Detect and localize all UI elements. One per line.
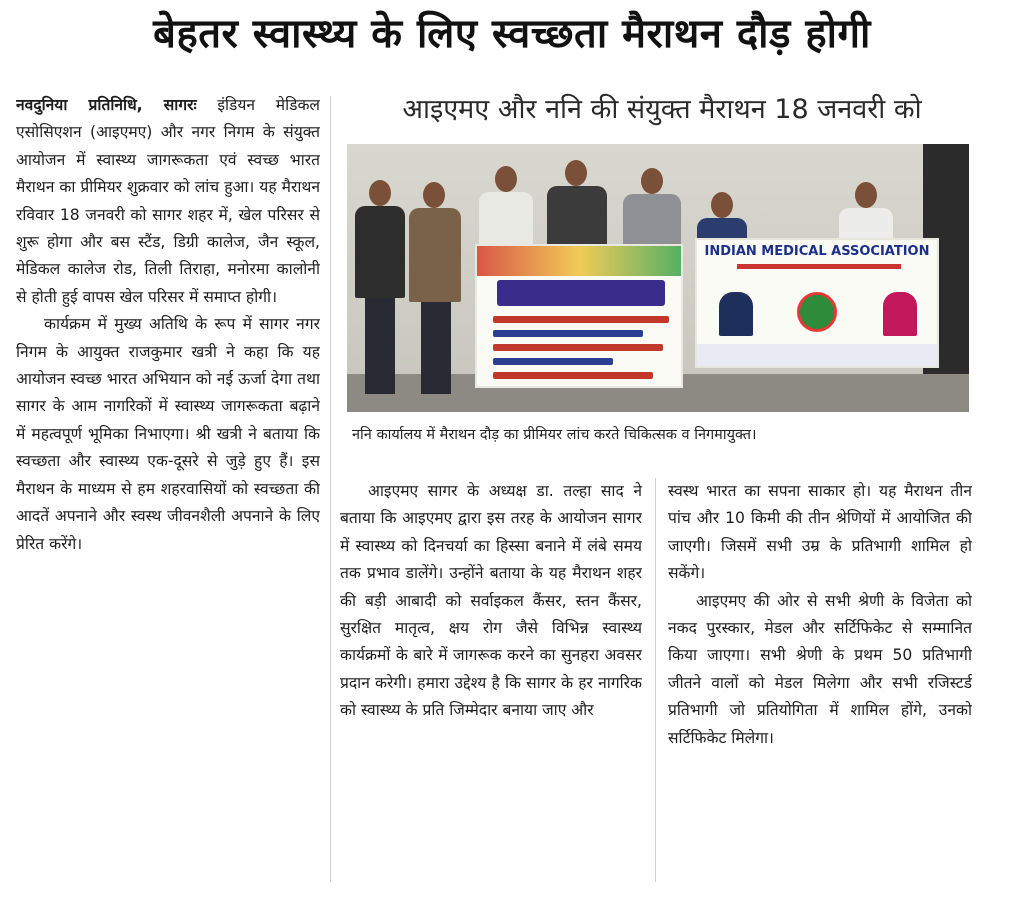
article-paragraph-2: कार्यक्रम में मुख्य अतिथि के रूप में सागर नगर निगम के आयुक्त राजकुमार खत्री ने कहा कि यह आयोजन स्वच्छ भारत अभियान को नई ऊर्जा देगा तथा सागर के आम नागरिकों में स्वास्थ्य जागरूकता बढ़ाने में महत्वपूर्ण भूमिका निभाएगा। श्री खत्री ने बताया कि स्वच्छता और स्वास्थ्य एक-दूसरे से जुड़े हुए हैं। इस मैराथन के माध्यम से हम शहरवासियों को स्वच्छता की आदतें अपनाने और स्वस्थ जीवनशैली अपनाने के लिए प्रेरित करेंगे। (16, 315, 320, 553)
ima-banner (695, 238, 939, 368)
article-paragraph-1 (16, 92, 320, 311)
article-paragraph-1-text: इंडियन मेडिकल एसोसिएशन (आइएमए) और नगर निगम के संयुक्त आयोजन में स्वास्थ्य जागरूकता एवं स्वच्छ भारत मैराथन का प्रीमियर शुक्रवार को लांच हुआ। यह मैराथन रविवार 18 जनवरी को सागर शहर में, खेल परिसर से शुरू होगा और बस स्टैंड, डिग्री कालेज, जैन स्कूल, मेडिकल कालेज रोड, तिली तिराहा, मनोरमा कालोनी से होती हुई वापस खेल परिसर में समाप्त होगी। (16, 96, 320, 306)
headline: बेहतर स्वास्थ्य के लिए स्वच्छता मैराथन दौड़ होगी (153, 11, 871, 57)
article-paragraph-4: आइएमए की ओर से सभी श्रेणी के विजेता को नकद पुरस्कार, मेडल और सर्टिफिकेट से सम्मानित किया जाएगा। सभी श्रेणी के प्रथम 50 प्रतिभागी जीतने वालों को मेडल मिलेगा और सभी रजिस्टर्ड प्रतिभागी जो प्रतियोगिता में शामिल होंगे, उनको सर्टिफिकेट मिलेगा। (668, 591, 972, 747)
ima-banner-title: INDIAN MEDICAL ASSOCIATION (704, 244, 930, 259)
column-divider (655, 478, 656, 882)
article-column-2 (340, 478, 642, 882)
article-paragraph-3-continued: स्वस्थ भारत का सपना साकार हो। यह मैराथन तीन पांच और 10 किमी की तीन श्रेणियों में आयोजित की जाएगी। जिसमें सभी उम्र के प्रतिभागी शामिल हो सकेंगे। (668, 482, 972, 583)
article-column-3 (668, 478, 972, 882)
article-paragraph-3: आइएमए सागर के अध्यक्ष डा. तल्हा साद ने बताया कि आइएमए द्वारा इस तरह के आयोजन सागर में स्वास्थ्य को दिनचर्या का हिस्सा बनाने में लंबे समय तक प्रभाव डालेंगे। उन्होंने बताया के यह मैराथन शहर की बड़ी आबादी को सर्वाइकल कैंसर, स्तन कैंसर, सुरक्षित मातृत्व, क्षय रोग जैसे विभिन्न स्वास्थ्य कार्यक्रमों के बारे में जागरूक करने का सुनहरा अवसर प्रदान करेगी। हमारा उद्देश्य है कि सागर के हर नागरिक को स्वास्थ्य के प्रति जिम्मेदार बनाया जाए और (340, 482, 642, 720)
subheadline: आइएमए और ननि की संयुक्त मैराथन 18 जनवरी को (402, 94, 922, 125)
column-divider (330, 96, 331, 882)
article-column-1 (16, 92, 320, 882)
news-photo (347, 144, 969, 412)
byline: नवदुनिया प्रतिनिधि, सागरः (16, 96, 197, 114)
marathon-banner (475, 244, 683, 388)
photo-caption: ननि कार्यालय में मैराथन दौड़ का प्रीमियर लांच करते चिकित्सक व निगमायुक्त। (352, 427, 757, 443)
ima-emblem-icon (797, 292, 837, 332)
